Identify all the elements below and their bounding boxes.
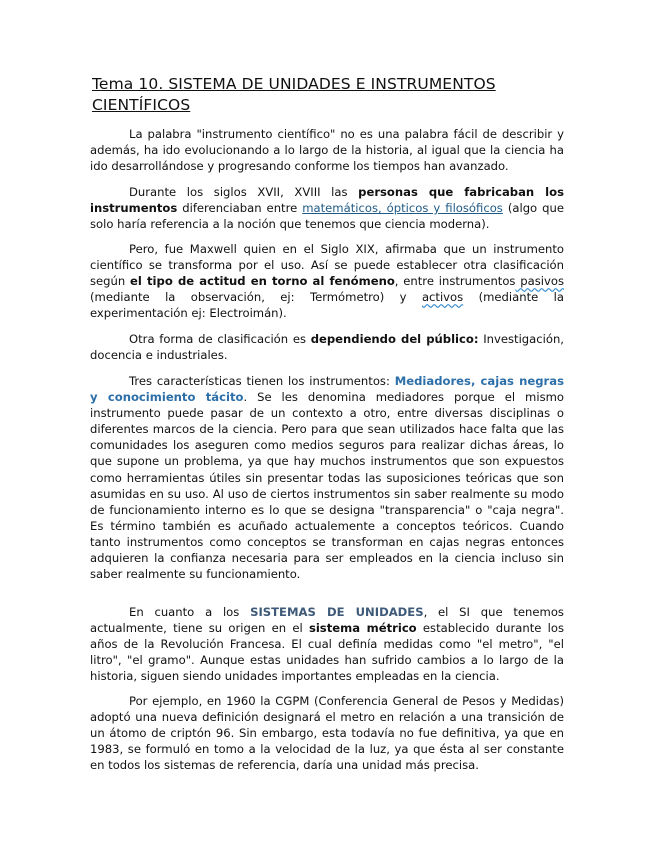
document-title (92, 74, 562, 116)
hyperlink-instrument-types[interactable]: matemáticos, ópticos y filosóficos (302, 201, 503, 216)
bold-phrase: personas que fabricaban los instrumentos (90, 185, 564, 216)
highlighted-characteristics: Mediadores, cajas negras y conocimiento tácito (90, 374, 564, 405)
title-line-2: CIENTÍFICOS (92, 96, 191, 114)
paragraph-5: Tres características tienen los instrumentos: Mediadores, cajas negras y conocimiento tácito. Se les denomina mediadores porque el mismo instrumento puede pasar de un contexto a otro, entre diversas disciplinas o diferentes marcos de la ciencia. Pero para que sean utilizados hace falta que las comunidades los aseguren como medios seguros para realizar dichas áreas, lo que supone un problema, ya que hay muchos instrumentos que son expuestos como herramientas útiles sin presentar todas las suposiciones teóricas que son asumidas en su uso. Al uso de ciertos instrumentos sin saber realmente su modo de funcionamiento interno es lo que se designa "transparencia" o "caja negra". Es término también es acuñado actualemente a conceptos teóricos. Cuando tanto instrumentos como conceptos se transforman en cajas negras entonces adquieren la confianza necesaria para ser empleados en la ciencia incluso sin saber realmente su funcionamiento. (90, 374, 564, 582)
bold-phrase: dependiendo del público: (310, 332, 479, 346)
bold-phrase: el tipo de actitud en torno al fenómeno (130, 274, 395, 289)
title-line-1: Tema 10. SISTEMA DE UNIDADES E INSTRUMENTOS (92, 75, 496, 93)
spellcheck-activos: activos (421, 290, 464, 305)
paragraph-2: Durante los siglos XVII, XVIII las personas que fabricaban los instrumentos diferenciaban entre matemáticos, ópticos y filosóficos (algo que solo haría referencia a la noción que tenemos que ciencia moderna). (90, 185, 564, 232)
spellcheck-pasivos: pasivos (515, 274, 565, 289)
paragraph-4: Otra forma de clasificación es dependiendo del público: Investigación, docencia e industriales. (90, 332, 564, 363)
paragraph-6: En cuanto a los SISTEMAS DE UNIDADES, el SI que tenemos actualmente, tiene su origen en el sistema métrico establecido durante los años de la Revolución Francesa. El cual definía medidas como "el metro", "el litro", "el gramo". Aunque estas unidades han sufrido cambios a lo largo de la historia, siguen siendo unidades importantes empleadas en la ciencia. (90, 605, 564, 684)
bold-phrase: sistema métrico (308, 621, 417, 636)
highlighted-units-heading: SISTEMAS DE UNIDADES (250, 605, 424, 619)
paragraph-3: Pero, fue Maxwell quien en el Siglo XIX, afirmaba que un instrumento científico se transforma por el uso. Así se puede establecer otra clasificación según el tipo de actitud en torno al fenómeno, entre instrumentos pasivos (mediante la observación, ej: Termómetro) y activos (mediante la experimentación ej: Electroimán). (90, 242, 565, 321)
paragraph-1: La palabra "instrumento científico" no es una palabra fácil de describir y además, ha ido evolucionando a lo largo de la historia, al igual que la ciencia ha ido desarrollándose y progresando conforme los tiempos han avanzado. (90, 127, 564, 174)
paragraph-7: Por ejemplo, en 1960 la CGPM (Conferencia General de Pesos y Medidas) adoptó una nueva definición designará el metro en relación a una transición de un átomo de criptón 96. Sin embargo, esta todavía no fue definitiva, ya que en 1983, se formuló en tomo a la velocidad de la luz, ya que ésta al ser constante en todos los sistemas de referencia, daría una unidad más precisa. (90, 694, 564, 773)
